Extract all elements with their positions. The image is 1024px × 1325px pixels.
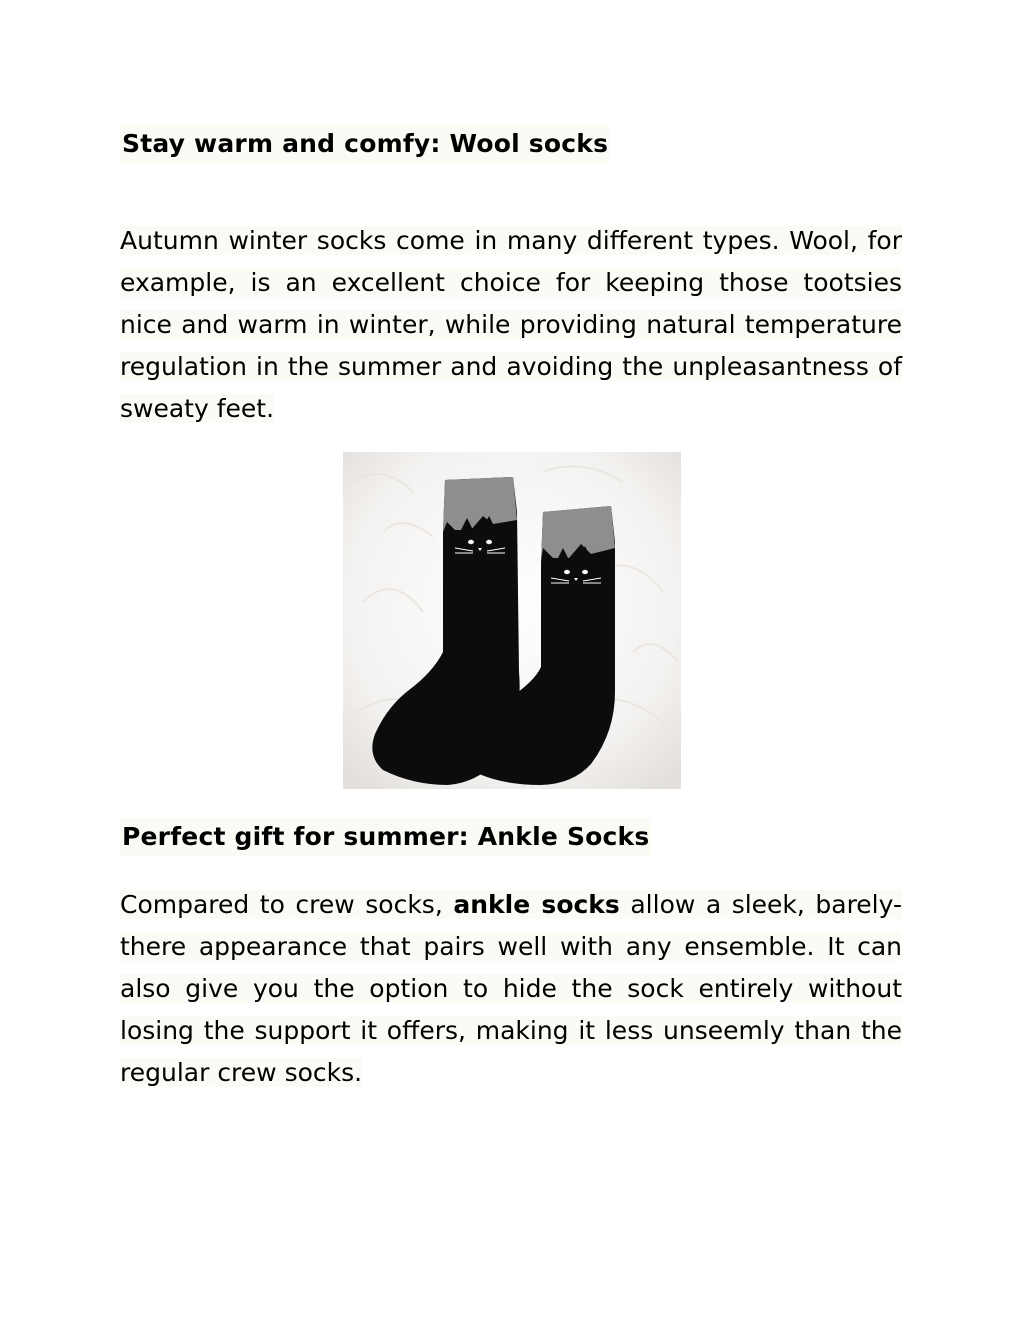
ankle-socks-bold: ankle socks — [453, 890, 620, 919]
paragraph-ankle-socks-after: allow a sleek, barely-there appearance that pairs well with any ensemble. It can also give you the option to hide the sock entirely without losing the support it offers, making it less unseemly than the regular crew socks. — [120, 890, 903, 1087]
cat-socks-photo — [343, 452, 681, 789]
paragraph-ankle-socks — [120, 884, 902, 1094]
paragraph-ankle-socks-before: Compared to crew socks, — [120, 890, 454, 919]
heading-wool-socks: Stay warm and comfy: Wool socks — [120, 125, 610, 163]
heading-ankle-socks: Perfect gift for summer: Ankle Socks — [120, 818, 651, 856]
paragraph-wool-socks-text: Autumn winter socks come in many different types. Wool, for example, is an excellent choice for keeping those tootsies nice and warm in winter, while providing natural temperature regulation in the summer and avoiding the unpleasantness of sweaty feet. — [120, 226, 902, 423]
paragraph-wool-socks — [120, 220, 902, 430]
